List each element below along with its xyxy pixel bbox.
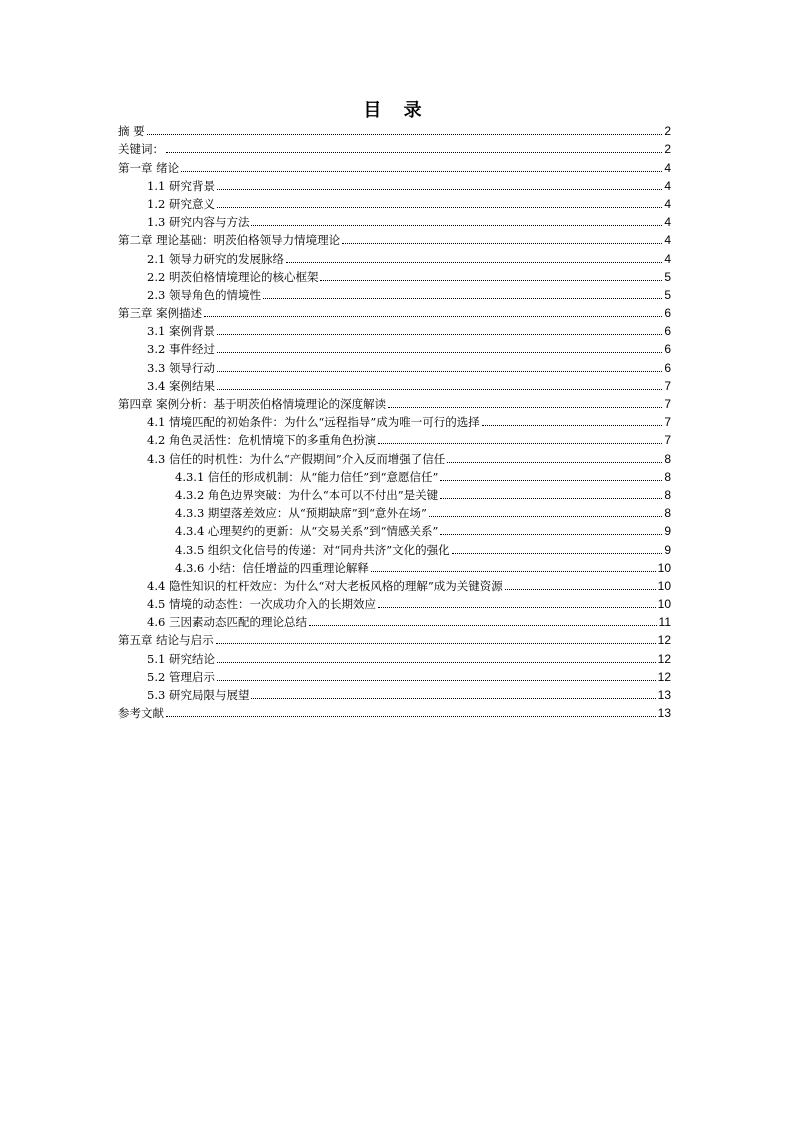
dot-leader [440,533,662,535]
toc-entry-page: 12 [657,669,671,684]
toc-entry-page: 5 [664,287,671,302]
toc-entry-label: 关键词： [118,142,164,157]
dot-leader [378,606,656,608]
toc-entry-page: 6 [664,342,671,357]
toc-entry-label: 2.1 领导力研究的发展脉络 [147,251,284,266]
dot-leader [505,588,656,590]
toc-entry-label: 4.6 三因素动态匹配的理论总结 [147,615,307,630]
toc-entry-page: 8 [664,451,671,466]
dot-leader [217,188,662,190]
toc-entry[interactable] [118,629,671,647]
dot-leader [440,497,662,499]
toc-entry-page: 4 [664,160,671,175]
dot-leader [482,424,663,426]
toc-entry[interactable] [118,193,671,211]
dot-leader [216,642,656,644]
dot-leader [217,661,656,663]
toc-entry[interactable] [118,411,671,429]
toc-entry[interactable] [118,156,671,174]
toc-entry-page: 6 [664,306,671,321]
toc-entry-label: 3.4 案例结果 [147,378,215,393]
toc-entry-page: 4 [664,178,671,193]
toc-entry-label: 4.3.3 期望落差效应：从“预期缺席”到“意外在场” [175,506,427,521]
toc-entry-label: 3.3 领导行动 [147,360,215,375]
toc-entry[interactable] [118,284,671,302]
toc-entry-page: 12 [657,651,671,666]
dot-leader [342,242,662,244]
toc-entry-label: 1.3 研究内容与方法 [147,215,250,230]
toc-entry[interactable] [118,375,671,393]
toc-entry[interactable] [118,593,671,611]
dot-leader [204,315,662,317]
toc-entry-label: 第一章 绪论 [118,160,180,175]
toc-entry-page: 4 [664,215,671,230]
toc-entry-label: 4.1 情境匹配的初始条件：为什么“远程指导”成为唯一可行的选择 [147,415,480,430]
toc-entry-page: 9 [664,542,671,557]
dot-leader [447,461,662,463]
toc-entry-label: 第四章 案例分析：基于明茨伯格情境理论的深度解读 [118,397,387,411]
toc-entry[interactable] [118,247,671,265]
toc-entry-page: 8 [664,487,671,502]
toc-entry-page: 4 [664,233,671,248]
toc-entry-label: 2.2 明茨伯格情境理论的核心框架 [147,269,319,284]
toc-entry-page: 4 [664,251,671,266]
dot-leader [217,351,662,353]
dot-leader [263,297,662,299]
toc-entry-page: 7 [664,397,671,411]
toc-entry[interactable] [118,266,671,284]
dot-leader [251,224,662,226]
toc-entry-label: 5.1 研究结论 [147,651,215,666]
toc-entry[interactable] [118,575,671,593]
toc-entry-page: 11 [658,615,671,630]
toc-entry-label: 4.2 角色灵活性：危机情境下的多重角色扮演 [147,433,376,448]
toc-entry-label: 4.3.2 角色边界突破：为什么“本可以不付出”是关键 [175,487,439,502]
toc-entry[interactable] [118,393,671,411]
toc-entry-page: 5 [664,269,671,284]
toc-entry[interactable] [118,466,671,484]
toc-entry-page: 7 [664,433,671,448]
toc-entry-page: 13 [657,706,671,721]
dot-leader [217,206,662,208]
toc-entry-page: 2 [664,124,671,139]
toc-entry[interactable] [118,338,671,356]
dot-leader [217,333,662,335]
toc-entry-page: 9 [664,524,671,539]
dot-leader [452,552,663,554]
toc-entry[interactable] [118,138,671,156]
toc-entry-label: 5.3 研究局限与展望 [147,688,250,702]
dot-leader [309,624,657,626]
toc-entry[interactable] [118,502,671,520]
dot-leader [181,170,662,172]
dot-leader [388,406,662,408]
toc-entry[interactable] [118,647,671,665]
toc-title: 目 录 [363,100,430,121]
toc-entry[interactable] [118,229,671,247]
dot-leader [166,715,656,717]
toc-entry[interactable] [118,520,671,538]
toc-entry-page: 6 [664,324,671,339]
toc-entry-page: 10 [657,578,671,593]
toc-entry[interactable] [118,557,671,575]
toc-entry-page: 12 [657,633,671,648]
dot-leader [378,442,662,444]
toc-entry[interactable] [118,666,671,684]
toc-entry-page: 7 [664,378,671,393]
toc-entry-page: 8 [664,506,671,521]
toc-entry-page: 13 [657,688,671,702]
table-of-contents [118,120,671,720]
toc-entry-label: 5.2 管理启示 [147,669,215,684]
toc-entry[interactable] [118,120,671,138]
toc-entry-label: 第二章 理论基础：明茨伯格领导力情境理论 [118,233,341,248]
dot-leader [286,261,662,263]
toc-entry[interactable] [118,702,671,720]
dot-leader [429,515,662,517]
toc-entry-label: 参考文献 [118,706,164,721]
toc-entry-page: 10 [657,597,671,612]
toc-entry[interactable] [118,175,671,193]
toc-entry-page: 6 [664,360,671,375]
toc-entry-page: 4 [664,196,671,211]
toc-entry-page: 7 [664,415,671,430]
toc-entry-label: 3.2 事件经过 [147,342,215,357]
toc-entry-label: 第五章 结论与启示 [118,633,214,648]
toc-entry-label: 摘 要 [118,124,145,139]
toc-entry-label: 1.2 研究意义 [147,196,215,211]
toc-entry-label: 4.3.5 组织文化信号的传递：对“同舟共济”文化的强化 [175,542,450,557]
toc-entry[interactable] [118,429,671,447]
dot-leader [251,697,655,699]
toc-entry-label: 4.3.4 心理契约的更新：从“交易关系”到“情感关系” [175,524,439,539]
toc-entry-label: 4.3.6 小结：信任增益的四重理论解释 [175,560,369,575]
dot-leader [371,570,656,572]
toc-entry-label: 4.3.1 信任的形成机制：从“能力信任”到“意愿信任” [175,469,439,484]
dot-leader [320,279,662,281]
toc-entry[interactable] [118,356,671,374]
toc-entry[interactable] [118,484,671,502]
toc-entry-label: 4.5 情境的动态性：一次成功介入的长期效应 [147,597,376,612]
toc-entry-label: 4.4 隐性知识的杠杆效应：为什么“对大老板风格的理解”成为关键资源 [147,578,503,593]
toc-entry[interactable] [118,611,671,629]
toc-entry-page: 8 [664,469,671,484]
dot-leader [217,679,656,681]
dot-leader [166,151,662,153]
dot-leader [440,479,662,481]
toc-entry[interactable] [118,302,671,320]
toc-entry-page: 2 [664,142,671,157]
dot-leader [217,388,662,390]
toc-entry-label: 3.1 案例背景 [147,324,215,339]
dot-leader [217,370,662,372]
toc-entry-label: 2.3 领导角色的情境性 [147,287,261,302]
toc-entry-label: 4.3 信任的时机性：为什么“产假期间”介入反而增强了信任 [147,451,446,466]
toc-entry-label: 1.1 研究背景 [147,178,215,193]
toc-entry[interactable] [118,320,671,338]
toc-entry[interactable] [118,447,671,465]
toc-entry-label: 第三章 案例描述 [118,306,203,321]
toc-entry[interactable] [118,684,671,702]
toc-entry[interactable] [118,211,671,229]
toc-entry-page: 10 [657,560,671,575]
dot-leader [147,133,663,135]
toc-entry[interactable] [118,538,671,556]
